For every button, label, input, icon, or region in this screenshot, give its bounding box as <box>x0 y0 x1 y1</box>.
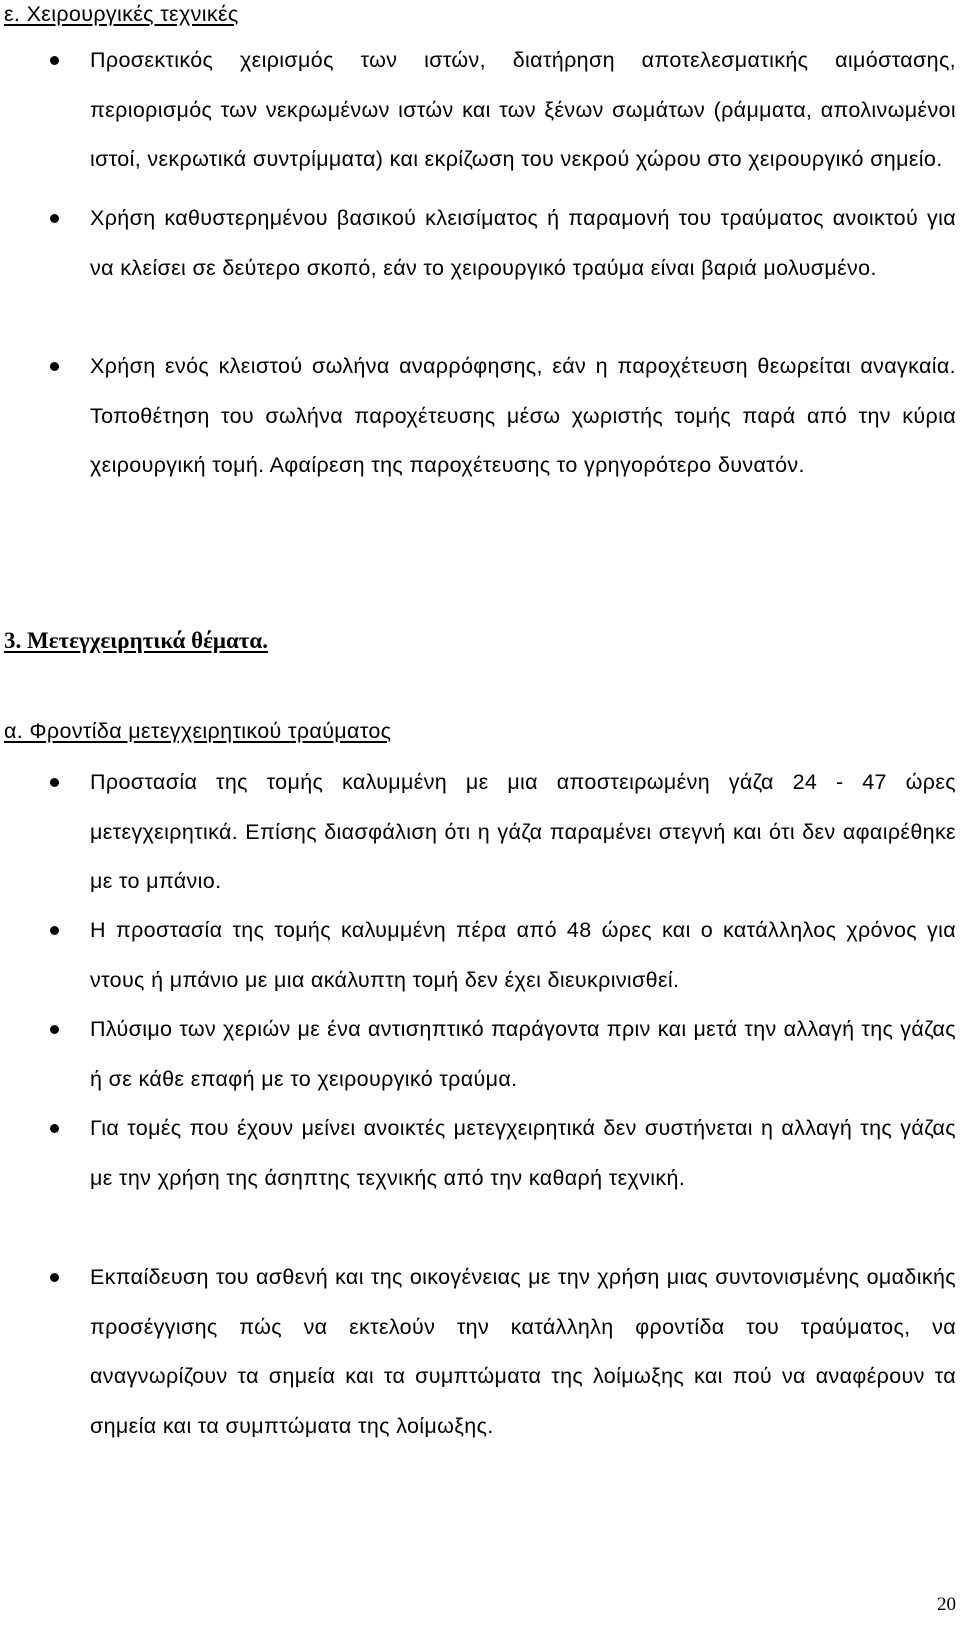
bullet-text: Προσεκτικός χειρισμός των ιστών, διατήρηση αποτελεσματικής αιμόστασης, περιορισμός των νεκρωμένων ιστών και των ξένων σωμάτων (ράμματα, απολινωμένοι ιστοί, νεκρωτικά συντρίμματα) και εκρίζωση του νεκρού χώρου στο χειρουργικό σημείο. <box>90 48 956 171</box>
bullet-text: Χρήση ενός κλειστού σωλήνα αναρρόφησης, εάν η παροχέτευση θεωρείται αναγκαία. Τοποθέτηση του σωλήνα παροχέτευσης μέσω χωριστής τομής παρά από την κύρια χειρουργική τομή. Αφαίρεση της παροχέτευσης το γρηγορότερο δυνατόν. <box>90 354 956 477</box>
bullet-text: Χρήση καθυστερημένου βασικού κλεισίματος ή παραμονή του τραύματος ανοικτού για να κλείσει σε δεύτερο σκοπό, εάν το χειρουργικό τραύμα είναι βαριά μολυσμένο. <box>90 206 956 280</box>
techniques-bullet-list <box>0 36 960 540</box>
list-item <box>0 758 960 906</box>
list-item <box>0 36 960 194</box>
bullet-text: Εκπαίδευση του ασθενή και της οικογένειας με την χρήση μιας συντονισμένης ομαδικής προσέγγισης πώς να εκτελούν την κατάλληλη φροντίδα του τραύματος, να αναγνωρίζουν τα σημεία και τα συμπτώματα της λοίμωξης και πού να αναφέρουν τα σημεία και τα συμπτώματα της λοίμωξης. <box>90 1265 956 1438</box>
bullet-icon <box>50 1025 59 1034</box>
bullet-text: Για τομές που έχουν μείνει ανοικτές μετεγχειρητικά δεν συστήνεται η αλλαγή της γάζας με την χρήση της άσηπτης τεχνικής από την καθαρή τεχνική. <box>90 1116 956 1190</box>
bullet-icon <box>50 214 59 223</box>
bullet-text: Προστασία της τομής καλυμμένη με μια αποστειρωμένη γάζα 24 - 47 ώρες μετεγχειρητικά. Επίσης διασφάλιση ότι η γάζα παραμένει στεγνή και ότι δεν αφαιρέθηκε με το μπάνιο. <box>90 770 956 893</box>
bullet-icon <box>50 362 59 371</box>
bullet-text: Πλύσιμο των χεριών με ένα αντισηπτικό παράγοντα πριν και μετά την αλλαγή της γάζας ή σε κάθε επαφή με το χειρουργικό τραύμα. <box>90 1017 956 1091</box>
subsection-heading-wound-care: α. Φροντίδα μετεγχειρητικού τραύματος <box>4 719 392 743</box>
bullet-icon <box>50 1273 59 1282</box>
subsection-heading-techniques: ε. Χειρουργικές τεχνικές <box>4 2 239 26</box>
section-title-postoperative: 3. Μετεγχειρητικά θέματα. <box>4 628 268 653</box>
bullet-icon <box>50 926 59 935</box>
page-number: 20 <box>937 1594 956 1615</box>
wound-care-bullet-list <box>0 758 960 1503</box>
bullet-icon <box>50 1124 59 1133</box>
list-item <box>0 1005 960 1104</box>
list-item <box>0 342 960 540</box>
list-item <box>0 1104 960 1253</box>
bullet-text: Η προστασία της τομής καλυμμένη πέρα από 48 ώρες και ο κατάλληλος χρόνος για ντους ή μπάνιο με μια ακάλυπτη τομή δεν έχει διευκρινισθεί. <box>90 918 956 992</box>
list-item <box>0 194 960 342</box>
bullet-icon <box>50 778 59 787</box>
list-item <box>0 906 960 1005</box>
list-item <box>0 1253 960 1503</box>
bullet-icon <box>50 56 59 65</box>
